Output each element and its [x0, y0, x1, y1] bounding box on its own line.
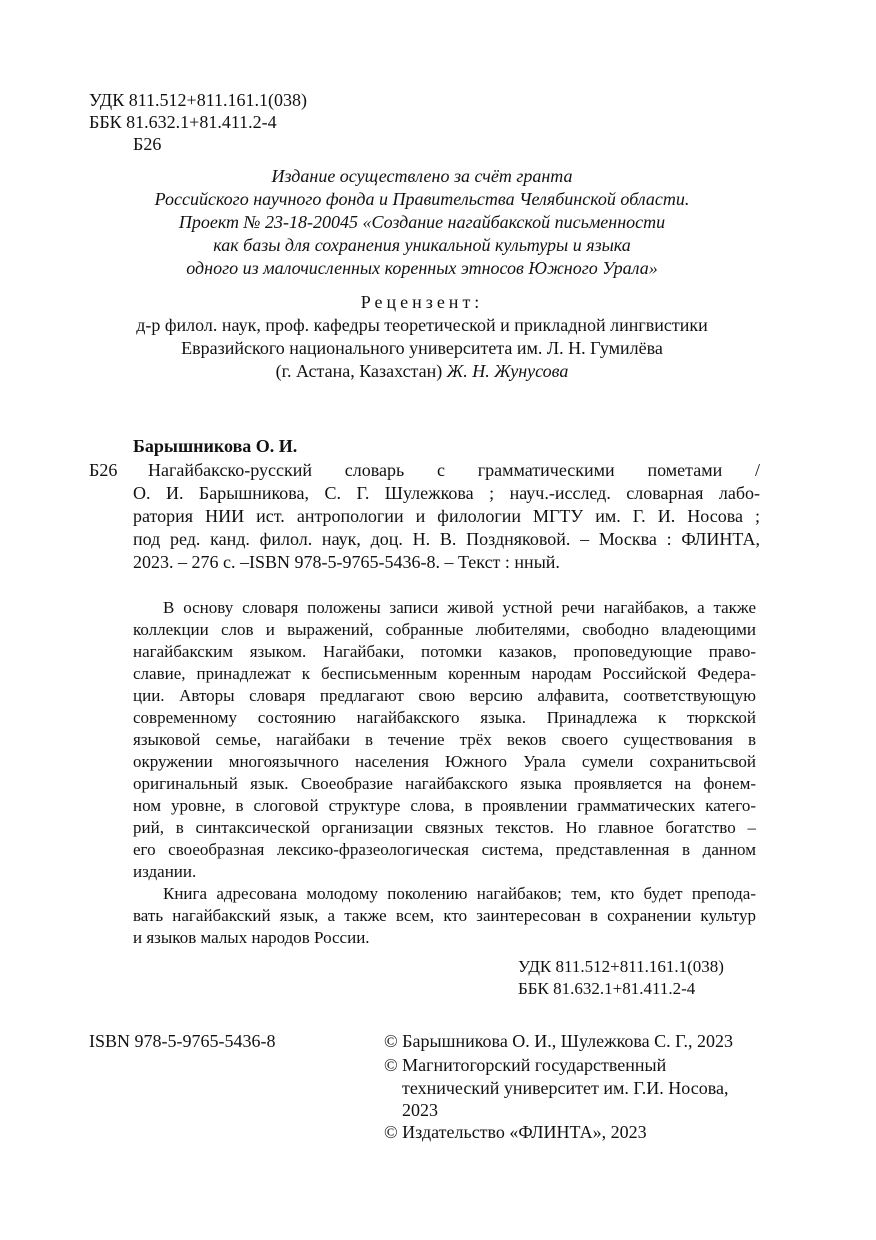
abstract-line: рий, в синтаксической организации связных текстов. Но главное богатство – [133, 818, 756, 837]
copyright-line: технический университет им. Г.И. Носова, [402, 1078, 729, 1098]
abstract-line: языковой семье, нагайбаки в течение трёх веков своего существования в [133, 730, 756, 749]
reviewer-line: д-р филол. наук, проф. кафедры теоретической и прикладной лингвистики [136, 315, 708, 335]
grant-line: как базы для сохранения уникальной культуры и языка [213, 235, 631, 255]
bib-author: Барышникова О. И. [133, 436, 298, 456]
header-code: Б26 [133, 134, 162, 154]
bib-line: Нагайбакско-русский словарь с грамматическими пометами / [148, 460, 760, 480]
abstract-line: нагайбакским языком. Нагайбаки, потомки казаков, проповедующие право- [133, 642, 756, 661]
classification-bbk: ББК 81.632.1+81.411.2-4 [518, 979, 696, 998]
abstract-line: коллекции слов и выражений, собранные любителями, свободно владеющими [133, 620, 756, 639]
grant-line: одного из малочисленных коренных этносов Южного Урала» [186, 258, 658, 278]
abstract [133, 597, 756, 949]
abstract-line: его своеобразная лексико-фразеологическая система, представленная в данном [133, 840, 756, 859]
header-bbk: ББК 81.632.1+81.411.2-4 [89, 112, 277, 132]
reviewer-block [100, 291, 744, 383]
copyright-line: © Издательство «ФЛИНТА», 2023 [384, 1122, 647, 1142]
header-udk: УДК 811.512+811.161.1(038) [89, 90, 308, 110]
copyright-line: © Барышникова О. И., Шулежкова С. Г., 2023 [384, 1031, 734, 1051]
grant-statement [100, 165, 744, 280]
abstract-line: ном уровне, в слоговой структуре слова, в проявлении грамматических катего- [133, 796, 756, 815]
isbn: ISBN 978-5-9765-5436-8 [89, 1031, 276, 1051]
bib-line: ратория НИИ ист. антропологии и филологии МГТУ им. Г. И. Носова ; [133, 506, 760, 526]
bib-line: под ред. канд. филол. наук, доц. Н. В. Поздняковой. – Москва : ФЛИНТА, [133, 529, 760, 549]
abstract-line: современному состоянию нагайбакского языка. Принадлежа к тюркской [133, 708, 756, 727]
reviewer-name: Ж. Н. Жунусова [446, 361, 569, 381]
abstract-line: издании. [133, 862, 197, 881]
grant-line: Проект № 23-18-20045 «Создание нагайбакской письменности [178, 212, 666, 232]
copyright-line: © Магнитогорский государственный [384, 1055, 667, 1075]
abstract-line: окружении многоязычного населения Южного Урала сумели сохранитьсвой [133, 752, 756, 771]
bib-line: 2023. – 276 с. –ISBN 978-5-9765-5436-8. – Текст : нный. [133, 552, 560, 572]
abstract-line: славие, принадлежат к бесписьменным коренным народам Российской Федера- [133, 664, 756, 683]
classification-udk: УДК 811.512+811.161.1(038) [518, 957, 724, 976]
abstract-line: оригинальный язык. Своеобразие нагайбакского языка проявляется на фонем- [133, 774, 756, 793]
bib-text [133, 459, 760, 574]
abstract-line: ции. Авторы словаря предлагают свою версию алфавита, соответствующую [133, 686, 756, 705]
reviewer-line: Евразийского национального университета им. Л. Н. Гумилёва [181, 338, 663, 358]
abstract-line: Книга адресована молодому поколению нагайбаков; тем, кто будет препода- [163, 884, 756, 903]
bib-line: О. И. Барышникова, С. Г. Шулежкова ; науч.-исслед. словарная лабо- [133, 483, 760, 503]
abstract-line: и языков малых народов России. [133, 928, 370, 947]
reviewer-location: (г. Астана, Казахстан) [275, 361, 443, 381]
grant-line: Российского научного фонда и Правительства Челябинской области. [154, 189, 690, 209]
bib-code: Б26 [89, 460, 118, 480]
reviewer-name-line [100, 360, 744, 383]
abstract-line: В основу словаря положены записи живой устной речи нагайбаков, а также [163, 598, 756, 617]
grant-line: Издание осуществлено за счёт гранта [271, 166, 573, 186]
abstract-line: вать нагайбакский язык, а также всем, кто заинтересован в сохранении культур [133, 906, 756, 925]
copyright-line: 2023 [402, 1100, 438, 1120]
reviewer-heading: Рецензент: [360, 292, 484, 312]
